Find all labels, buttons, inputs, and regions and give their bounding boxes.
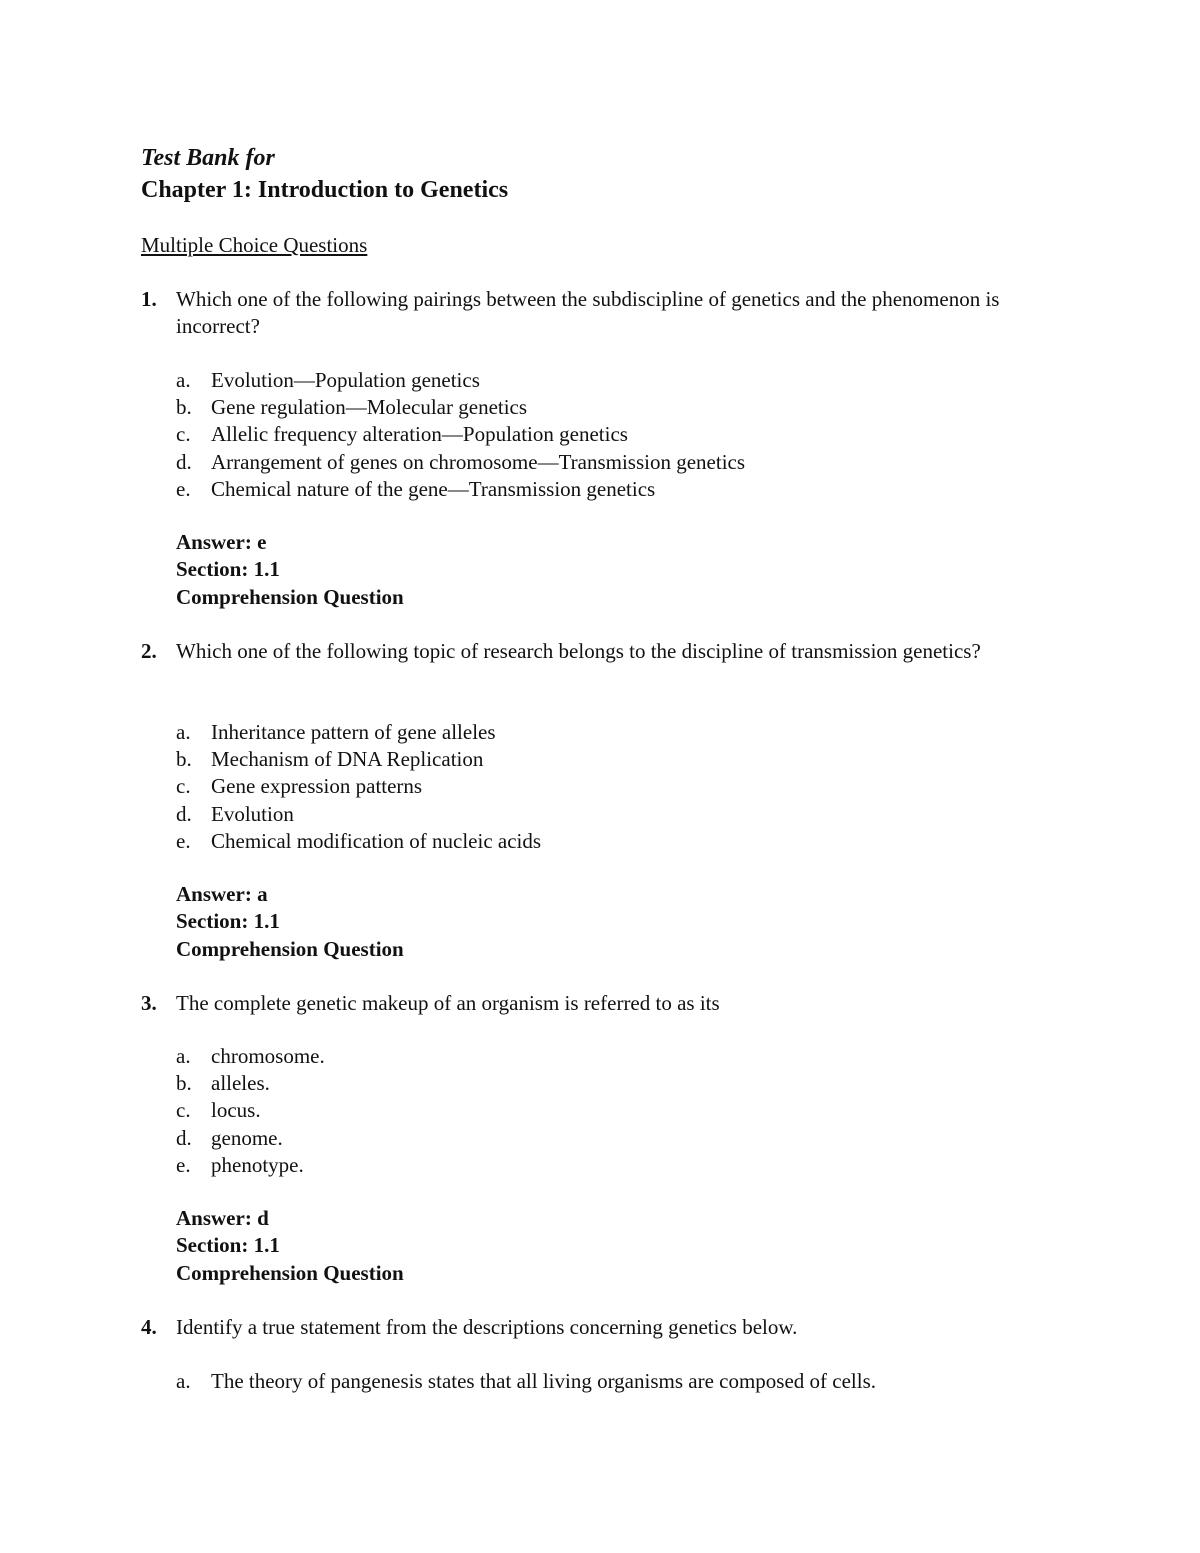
question-stem: Which one of the following pairings between the subdiscipline of genetics and the phenomenon is incorrect? xyxy=(176,287,1000,338)
option-text: Evolution xyxy=(211,801,294,826)
option-letter: b. xyxy=(176,1071,192,1096)
option-letter: d. xyxy=(176,449,192,474)
question-type: Comprehension Question xyxy=(176,1260,404,1285)
option-text: Inheritance pattern of gene alleles xyxy=(211,720,496,744)
option-letter: e. xyxy=(176,476,191,501)
question-stem: The complete genetic makeup of an organism is referred to as its xyxy=(176,991,720,1015)
option-text: Evolution—Population genetics xyxy=(211,368,480,392)
option-letter: a. xyxy=(176,720,191,744)
option-letter: e. xyxy=(176,1152,191,1177)
option-letter: b. xyxy=(176,747,192,772)
option-text: Gene expression patterns xyxy=(211,774,423,799)
answer-block xyxy=(176,1205,404,1287)
option-text: Chemical modification of nucleic acids xyxy=(211,828,542,853)
option-text: Mechanism of DNA Replication xyxy=(211,747,484,772)
option-text: phenotype. xyxy=(211,1152,304,1177)
question-number: 1. xyxy=(141,287,157,311)
option-text: Chemical nature of the gene—Transmission genetics xyxy=(211,476,656,501)
option-text: locus. xyxy=(211,1098,261,1123)
answer-block xyxy=(176,881,404,963)
question-3 xyxy=(141,990,1021,1017)
option-text: Gene regulation—Molecular genetics xyxy=(211,395,528,420)
option-text: chromosome. xyxy=(211,1044,325,1068)
answer-line: Answer: d xyxy=(176,1206,269,1230)
chapter-heading: Chapter 1: Introduction to Genetics xyxy=(141,177,509,203)
question-stem: Identify a true statement from the descriptions concerning genetics below. xyxy=(176,1315,798,1339)
option-letter: a. xyxy=(176,368,191,392)
option-letter: d. xyxy=(176,801,192,826)
answer-line: Answer: a xyxy=(176,882,268,906)
option-text: alleles. xyxy=(211,1071,270,1096)
question-1 xyxy=(141,286,1021,340)
section-line: Section: 1.1 xyxy=(176,909,280,934)
section-heading: Multiple Choice Questions xyxy=(141,233,368,257)
option-letter: c. xyxy=(176,422,191,447)
question-stem: Which one of the following topic of research belongs to the discipline of transmission genetics? xyxy=(176,639,981,663)
question-type: Comprehension Question xyxy=(176,584,404,609)
section-line: Section: 1.1 xyxy=(176,1233,280,1258)
question-number: 2. xyxy=(141,639,157,663)
question-type: Comprehension Question xyxy=(176,936,404,961)
option-letter: a. xyxy=(176,1369,191,1393)
question-number: 3. xyxy=(141,991,157,1015)
option-text: Allelic frequency alteration—Population genetics xyxy=(211,422,628,447)
option-letter: a. xyxy=(176,1044,191,1068)
answer-block xyxy=(176,529,404,611)
question-2 xyxy=(141,638,1021,665)
option-letter: b. xyxy=(176,395,192,420)
option-letter: d. xyxy=(176,1125,192,1150)
option-letter: c. xyxy=(176,1098,191,1123)
option-letter: c. xyxy=(176,774,191,799)
answer-line: Answer: e xyxy=(176,530,267,554)
option-text: genome. xyxy=(211,1125,283,1150)
document-title: Test Bank for xyxy=(141,145,275,171)
question-4 xyxy=(141,1314,1021,1341)
option-letter: e. xyxy=(176,828,191,853)
option-text: The theory of pangenesis states that all living organisms are composed of cells. xyxy=(211,1369,877,1393)
question-number: 4. xyxy=(141,1315,157,1339)
option-text: Arrangement of genes on chromosome—Transmission genetics xyxy=(211,449,746,474)
section-line: Section: 1.1 xyxy=(176,557,280,582)
